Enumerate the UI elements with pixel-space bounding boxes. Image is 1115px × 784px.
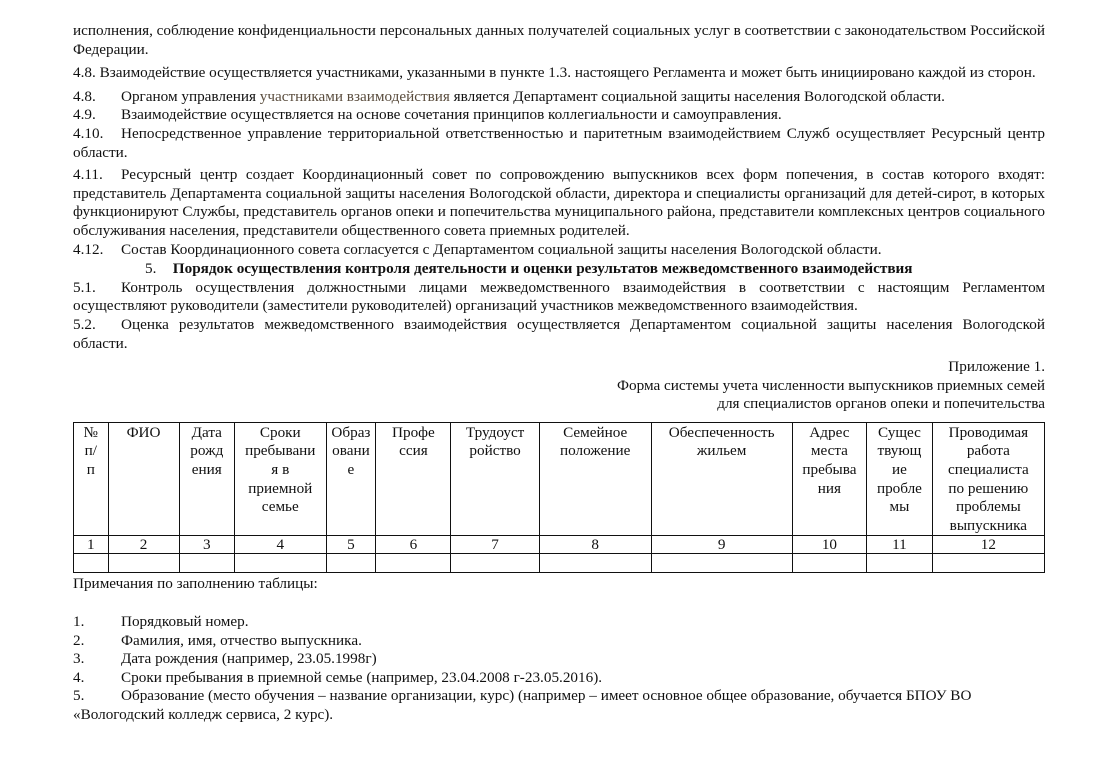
header-text-line: ссия bbox=[399, 442, 428, 460]
column-number-cell: 5 bbox=[326, 536, 376, 554]
header-text-line: Адрес bbox=[809, 423, 850, 441]
table-header-cell bbox=[235, 422, 327, 536]
note-number: 4. bbox=[73, 668, 85, 686]
clause-text: Взаимодействие осуществляется на основе сочетания принципов коллегиальности и самоуправления. bbox=[121, 106, 782, 124]
highlighted-phrase: участниками взаимодействия bbox=[259, 87, 450, 105]
note-text: Фамилия, имя, отчество выпускника. bbox=[121, 631, 362, 649]
notes-list bbox=[73, 613, 1045, 725]
header-text-line: мы bbox=[889, 498, 910, 516]
header-text-line: специалиста bbox=[947, 461, 1029, 479]
header-text-line: пребывани bbox=[245, 442, 316, 460]
note-text: Дата рождения (например, 23.05.1998г) bbox=[121, 650, 377, 668]
column-number-cell: 4 bbox=[235, 536, 327, 554]
header-text-line: ие bbox=[891, 461, 907, 479]
table-header-cell bbox=[651, 422, 792, 536]
column-number-cell: 11 bbox=[867, 536, 933, 554]
column-number-cell: 1 bbox=[74, 536, 109, 554]
clause-number: 4.11. bbox=[73, 166, 103, 184]
header-text-line: твующ bbox=[877, 442, 922, 460]
header-text-line: овани bbox=[332, 442, 370, 460]
header-text-line: по решению bbox=[948, 479, 1029, 497]
header-text-line: Сущес bbox=[877, 423, 921, 441]
paragraph-5-1 bbox=[73, 279, 1045, 316]
clause-text: Контроль осуществления должностными лицами межведомственного взаимодействия в соответствии с настоящим Регламентом осуществляют руководители (заместители руководителей) организаций участников межведомственного взаимодействия. bbox=[73, 278, 1045, 315]
clause-text: Органом управления bbox=[121, 87, 260, 105]
header-text-line: е bbox=[347, 461, 355, 479]
header-text-line: ФИО bbox=[126, 423, 161, 441]
appendix-label: Приложение 1. bbox=[948, 358, 1045, 376]
graduates-accounting-table bbox=[73, 422, 1045, 574]
header-text-line: п bbox=[86, 461, 95, 479]
table-empty-row bbox=[74, 554, 1045, 573]
clause-number: 4.8. bbox=[73, 87, 96, 105]
table-header-cell bbox=[74, 422, 109, 536]
clause-text: является Департамент социальной защиты населения Вологодской области. bbox=[449, 87, 945, 105]
section-number: 5. bbox=[145, 260, 157, 278]
clause-number: 5.1. bbox=[73, 278, 96, 296]
empty-input-cell[interactable] bbox=[74, 554, 109, 573]
column-number-cell: 6 bbox=[376, 536, 451, 554]
empty-input-cell[interactable] bbox=[179, 554, 234, 573]
clause-text: Ресурсный центр создает Координационный совет по сопровождению выпускников всех форм попечения, в состав которого входят: представитель Департамента социальной защиты населения Вологодской области, директора и специалисты организаций для детей-сирот, в которых функционируют Службы, представитель органов опеки и попечительства муниципального района, представители комплексных центров социального обслуживания населения, представители общественного совета приемных родителей. bbox=[73, 166, 1045, 239]
note-text: Образование (место обучения – название организации, курс) (например – имеет основное общее образование, обучается БПОУ ВО «Вологодский колледж сервиса, 2 курс). bbox=[73, 687, 972, 723]
paragraph-4-8-management bbox=[73, 88, 1045, 107]
note-item bbox=[73, 613, 1045, 632]
column-number-cell: 7 bbox=[451, 536, 539, 554]
header-text-line: места bbox=[810, 442, 848, 460]
note-item bbox=[73, 669, 1045, 688]
empty-input-cell[interactable] bbox=[932, 554, 1044, 573]
notes-title: Примечания по заполнению таблицы: bbox=[73, 575, 318, 593]
note-text: Порядковый номер. bbox=[121, 613, 249, 631]
empty-input-cell[interactable] bbox=[451, 554, 539, 573]
empty-input-cell[interactable] bbox=[235, 554, 327, 573]
header-text-line: № bbox=[83, 423, 99, 441]
table-header-cell bbox=[376, 422, 451, 536]
header-text-line: пребыва bbox=[802, 461, 857, 479]
note-number: 2. bbox=[73, 631, 85, 649]
empty-input-cell[interactable] bbox=[108, 554, 179, 573]
clause-text: Непосредственное управление территориальной ответственностью и паритетным взаимодействием Служб осуществляет Ресурсный центр области. bbox=[73, 124, 1045, 161]
note-number: 3. bbox=[73, 650, 85, 668]
column-number-cell: 3 bbox=[179, 536, 234, 554]
table-column-numbers-row bbox=[74, 536, 1045, 554]
paragraph-4-11 bbox=[73, 166, 1045, 240]
header-text-line: семье bbox=[261, 498, 299, 516]
header-text-line: Дата bbox=[191, 423, 222, 441]
table-header-cell bbox=[867, 422, 933, 536]
header-text-line: ения bbox=[191, 461, 222, 479]
empty-input-cell[interactable] bbox=[376, 554, 451, 573]
header-text-line: Сроки bbox=[259, 423, 301, 441]
clause-text: Оценка результатов межведомственного взаимодействия осуществляется Департаментом социальной защиты населения Вологодской области. bbox=[73, 315, 1045, 352]
note-item bbox=[73, 650, 1045, 669]
paragraph-4-12 bbox=[73, 241, 1045, 260]
header-text-line: рожд bbox=[190, 442, 224, 460]
clause-number: 4.9. bbox=[73, 106, 96, 124]
empty-input-cell[interactable] bbox=[651, 554, 792, 573]
paragraph-4-9 bbox=[73, 106, 1045, 125]
header-text-line: ния bbox=[817, 479, 842, 497]
clause-number: 4.10. bbox=[73, 124, 104, 142]
note-number: 1. bbox=[73, 613, 85, 631]
header-text-line: приемной bbox=[248, 479, 313, 497]
table-header-cell bbox=[451, 422, 539, 536]
header-text-line: Обеспеченность bbox=[668, 423, 775, 441]
header-text-line: Трудоуст bbox=[465, 423, 525, 441]
paragraph-5-2 bbox=[73, 316, 1045, 353]
header-text-line: проблемы bbox=[955, 498, 1021, 516]
header-text-line: положение bbox=[559, 442, 631, 460]
header-text-line: п/ bbox=[84, 442, 97, 460]
table-header-cell bbox=[792, 422, 867, 536]
header-text-line: пробле bbox=[876, 479, 922, 497]
section-title: Порядок осуществления контроля деятельности и оценки результатов межведомственного взаимодействия bbox=[172, 260, 913, 278]
clause-number: 5.2. bbox=[73, 315, 96, 333]
header-text-line: Семейное bbox=[563, 423, 628, 441]
column-number-cell: 9 bbox=[651, 536, 792, 554]
column-number-cell: 8 bbox=[539, 536, 651, 554]
table-header-cell bbox=[932, 422, 1044, 536]
table-header-cell bbox=[108, 422, 179, 536]
table-header-cell bbox=[539, 422, 651, 536]
section-5-heading bbox=[73, 260, 1045, 279]
empty-input-cell[interactable] bbox=[867, 554, 933, 573]
header-text-line: Проводимая bbox=[948, 423, 1029, 441]
note-text: Сроки пребывания в приемной семье (например, 23.04.2008 г-23.05.2016). bbox=[121, 668, 603, 686]
note-item bbox=[73, 632, 1045, 651]
header-text-line: я в bbox=[271, 461, 290, 479]
note-number: 5. bbox=[73, 687, 85, 705]
header-text-line: ройство bbox=[469, 442, 521, 460]
empty-input-cell[interactable] bbox=[539, 554, 651, 573]
note-item bbox=[73, 687, 1045, 724]
appendix-title-line-2: для специалистов органов опеки и попечительства bbox=[717, 395, 1045, 413]
table-header-cell bbox=[326, 422, 376, 536]
paragraph-confidentiality: исполнения, соблюдение конфиденциальности персональных данных получателей социальных услуг в соответствии с законодательством Российской Федерации. bbox=[73, 22, 1045, 58]
paragraph-4-10 bbox=[73, 125, 1045, 162]
column-number-cell: 10 bbox=[792, 536, 867, 554]
paragraph-4-8-participants: 4.8. Взаимодействие осуществляется участниками, указанными в пункте 1.3. настоящего Регламента и может быть инициировано каждой из сторон. bbox=[73, 64, 1036, 82]
header-text-line: выпускника bbox=[949, 516, 1028, 534]
empty-input-cell[interactable] bbox=[326, 554, 376, 573]
clause-text: Состав Координационного совета согласуется с Департаментом социальной защиты населения Вологодской области. bbox=[121, 240, 882, 258]
header-text-line: работа bbox=[966, 442, 1010, 460]
header-text-line: Образ bbox=[331, 423, 371, 441]
table-header-row bbox=[74, 422, 1045, 536]
column-number-cell: 12 bbox=[932, 536, 1044, 554]
empty-input-cell[interactable] bbox=[792, 554, 867, 573]
appendix-title-line-1: Форма системы учета численности выпускников приемных семей bbox=[616, 376, 1045, 394]
column-number-cell: 2 bbox=[108, 536, 179, 554]
table-header-cell bbox=[179, 422, 234, 536]
header-text-line: Профе bbox=[392, 423, 435, 441]
clause-number: 4.12. bbox=[73, 240, 104, 258]
header-text-line: жильем bbox=[696, 442, 747, 460]
